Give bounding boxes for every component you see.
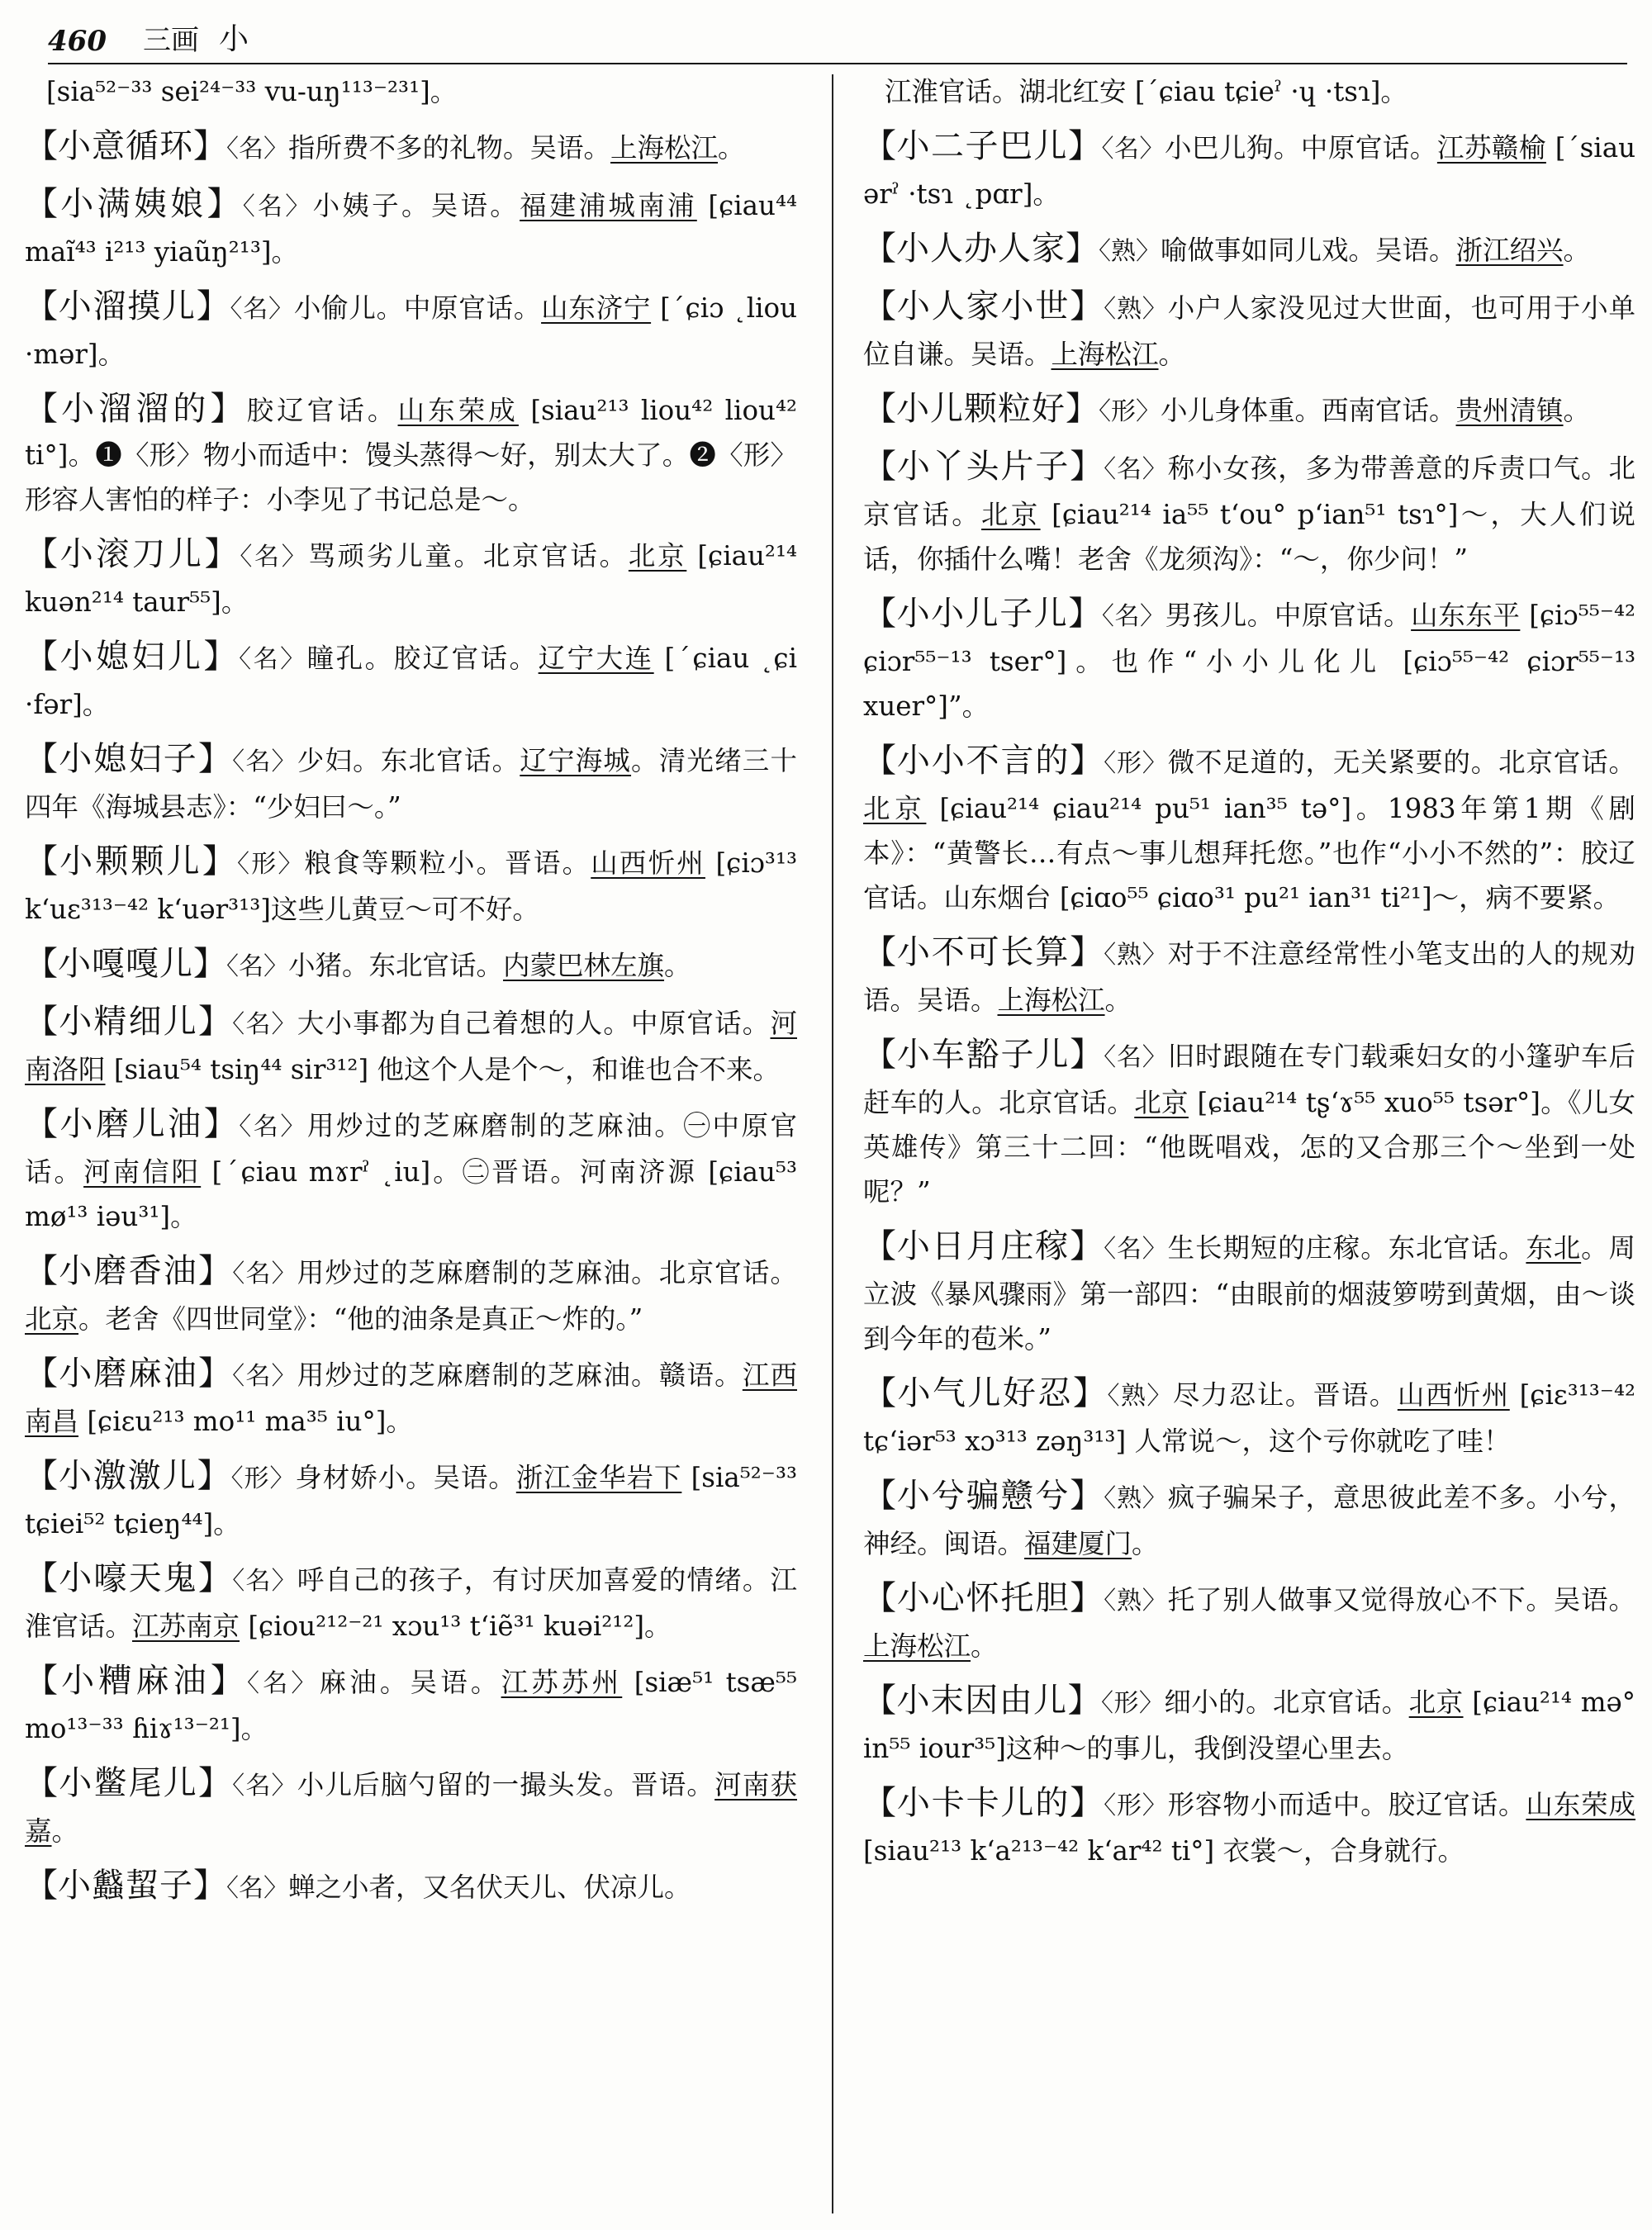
headword-block: 【小鳖尾儿】 [25,1764,233,1802]
headword: 小二子巴儿 [896,127,1068,165]
place-name: 上海松江 [863,1630,971,1662]
definition: 指所费不多的礼物。吴语。 [288,132,611,164]
headword-block: 【小人家小世】 [863,287,1104,325]
pronunciation-and-example: [ˊɕiau ˛ɕi ·fər]。 [25,643,797,720]
headword-block: 【小卡卡儿的】 [863,1784,1104,1822]
dictionary-entry [25,532,797,624]
definition: 大小事都为自己着想的人。中原官话。 [297,1008,771,1039]
pronunciation-and-example: [ɕiɛ³¹³⁻⁴² tɕ‘iər⁵³ xɔ³¹³ zəŋ³¹³] 人常说～，这个亏你就吃了哇！ [863,1379,1635,1457]
place-name: 北京 [628,540,687,572]
place-name: 北京 [1134,1087,1189,1118]
part-of-speech: 〈熟〉 [1104,1484,1168,1513]
dictionary-entry [25,1761,797,1853]
headword: 小兮骗戆兮 [896,1477,1070,1515]
entry-continuation [885,69,1635,114]
header-char: 小 [218,22,249,56]
headword: 小卡卡儿的 [896,1784,1070,1822]
pronunciation-and-example: 。 [664,950,691,981]
definition: 小儿身体重。西南官话。 [1161,395,1456,426]
dictionary-entry [25,182,797,274]
place-name: 山东荣成 [1526,1789,1635,1820]
headword-block: 【小儿颗粒好】 [863,390,1099,428]
headword: 小溜摸儿 [58,287,197,325]
definition: 小户人家没见过大世面，也可用于小单位自谦。吴语。 [863,292,1635,370]
part-of-speech: 〈熟〉 [1099,237,1161,266]
headword: 小满姨娘 [60,185,207,223]
headword-block: 【小人办人家】 [863,230,1099,268]
pronunciation-and-example: [siæ⁵¹ tsæ⁵⁵ mo¹³⁻³³ ɦiɤ¹³⁻²¹]。 [25,1667,797,1744]
definition: 麻油。吴语。 [319,1667,501,1698]
place-name: 江苏赣榆 [1436,132,1546,164]
headword: 小媳妇子 [59,740,198,778]
pronunciation-and-example: [ɕiau²¹⁴ kuən²¹⁴ taur⁵⁵]。 [25,540,797,618]
part-of-speech: 〈名〉 [1101,602,1165,631]
headword: 小意循环 [58,127,193,165]
place-name: 山东东平 [1411,600,1521,631]
part-of-speech: 〈形〉 [1104,749,1168,778]
pronunciation-and-example: [ɕiou²¹²⁻²¹ xɔu¹³ t‘iẽ³¹ kuəi²¹²]。 [240,1611,672,1642]
dictionary-entry [863,591,1635,728]
definition: 用炒过的芝麻磨制的芝麻油。㊀中原官话。 [25,1110,797,1188]
dictionary-entry [863,444,1635,581]
headword-block: 【小溜溜的】 [25,390,247,428]
definition: 蝉之小者，又名伏天儿、伏凉儿。 [288,1872,691,1903]
definition: 细小的。北京官话。 [1164,1687,1409,1718]
definition: 用炒过的芝麻磨制的芝麻油。北京官话。 [297,1257,797,1288]
definition: 生长期短的庄稼。东北官话。 [1167,1232,1526,1264]
part-of-speech: 〈名〉 [239,645,307,674]
dictionary-entry [25,999,797,1092]
part-of-speech: 〈熟〉 [1104,941,1168,970]
pronunciation-and-example: 。 [1563,395,1591,426]
headword: 小磨儿油 [59,1105,204,1143]
part-of-speech: 〈形〉 [230,1464,296,1493]
place-name: 内蒙巴林左旗 [503,950,665,981]
part-of-speech: 〈名〉 [242,192,313,221]
pronunciation-and-example: [ˊɕiɔ ˛liou ·mər]。 [25,292,797,370]
place-name: 福建浦城南浦 [520,190,697,221]
definition: 喻做事如同儿戏。吴语。 [1161,235,1456,266]
definition: 呼自己的孩子，有讨厌加喜爱的情绪。江淮官话。 [25,1564,797,1642]
place-name: 河南洛阳 [25,1008,797,1085]
dictionary-entry [25,1863,797,1911]
headword: 小精细儿 [59,1003,198,1041]
part-of-speech: 〈名〉 [226,952,288,981]
pronunciation-and-example: [ɕiɛu²¹³ mo¹¹ ma³⁵ iu°]。 [78,1406,413,1437]
dictionary-entry [863,1678,1635,1771]
pronunciation-and-example: 。 [1563,235,1591,266]
pronunciation-and-example: 。 [1104,985,1132,1016]
dictionary-entry [25,1249,797,1341]
definition: 称小女孩，多为带善意的斥责口气。北京官话。 [863,453,1635,530]
pronunciation-and-example: 。 [1132,1528,1159,1559]
definition: 用炒过的芝麻磨制的芝麻油。赣语。 [297,1359,743,1391]
part-of-speech: 〈名〉 [232,747,297,776]
pronunciation-and-example: [ɕiau²¹⁴ tʂ‘ɤ⁵⁵ xuo⁵⁵ tsər°]。《儿女英雄传》第三十二回：“他既唱戏，怎的又合那三个～坐到一处呢？” [863,1087,1635,1208]
headword-block: 【小日月庄稼】 [863,1227,1104,1265]
part-of-speech: 〈熟〉 [1104,295,1168,324]
part-of-speech: 〈熟〉 [1104,1587,1168,1616]
place-name: 江西南昌 [25,1359,797,1437]
definition: 少妇。东北官话。 [297,745,520,776]
headword: 小激激儿 [58,1457,197,1495]
headword: 小鳖尾儿 [59,1764,198,1802]
dictionary-entry [863,1781,1635,1873]
headword-block: 【小末因由儿】 [863,1682,1102,1720]
place-name: 上海松江 [1051,339,1159,370]
pronunciation-and-example: [ɕiau²¹⁴ ia⁵⁵ t‘ou° p‘ian⁵¹ tsɿ°]～，大人们说话，你插什么嘴！老舍《龙须沟》：“～，你少问！” [863,499,1635,575]
headword-block: 【小滚刀儿】 [25,535,240,573]
place-name: 福建厦门 [1024,1528,1132,1559]
pronunciation-and-example: 。 [971,1630,998,1662]
place-name: 北京 [25,1303,79,1335]
dictionary-entry [863,930,1635,1022]
part-of-speech: 〈名〉 [232,1362,297,1391]
headword: 小嘎嘎儿 [58,945,193,983]
part-of-speech: 〈名〉 [226,1874,288,1903]
definition: 小巴儿狗。中原官话。 [1164,132,1437,164]
part-of-speech: 〈形〉 [237,850,305,879]
dictionary-entry [25,1102,797,1239]
definition: 对于不注意经常性小笔支出的人的规劝语。吴语。 [863,938,1635,1016]
entry-text: 江淮官话。湖北红安 [ˊɕiau tɕieˀ ·ɥ ·tsɿ]。 [885,76,1408,107]
place-name: 山西忻州 [591,847,705,879]
definition: 旧时跟随在专门载乘妇女的小篷驴车后赶车的人。北京官话。 [863,1041,1635,1118]
part-of-speech: 〈名〉 [240,543,309,572]
place-name: 北京 [981,499,1041,530]
headword: 小丫头片子 [896,448,1070,486]
place-name: 浙江金华岩下 [515,1462,682,1493]
dictionary-entry [25,942,797,989]
definition: 身材娇小。吴语。 [295,1462,516,1493]
place-name: 辽宁大连 [538,643,654,674]
definition: 小姨子。吴语。 [312,190,520,221]
headword: 小气儿好忍 [897,1374,1073,1412]
headword: 小磨麻油 [59,1355,198,1393]
pronunciation-and-example: 。 [51,1815,79,1847]
headword: 小末因由儿 [896,1682,1068,1720]
headword-block: 【小媳妇儿】 [25,638,240,676]
dictionary-entry [863,226,1635,274]
headword: 小媳妇儿 [59,638,204,676]
place-name: 上海松江 [610,132,719,164]
part-of-speech: 〈名〉 [239,1113,307,1141]
pronunciation-and-example: [ɕiau²¹⁴ ɕiau²¹⁴ pu⁵¹ ian³⁵ tə°]。1983年第1期《剧本》：“黄警长…有点～事儿想拜托您。”也作“小小不然的”：胶辽官话。山东烟台 [ɕiɑo⁵⁵ ɕiɑo³¹ pu²¹ ian³¹ ti²¹]～，病不要紧。 [863,793,1635,913]
headword: 小人家小世 [896,287,1070,325]
dictionary-entry [25,839,797,932]
place-name: 北京 [1408,1687,1464,1718]
place-name: 江苏苏州 [501,1667,623,1698]
headword-block: 【小气儿好忍】 [863,1374,1108,1412]
pronunciation-and-example: 。清光绪三十四年《海城县志》：“少妇曰～。” [25,745,797,823]
definition: 托了别人做事又觉得放心不下。吴语。 [1167,1584,1635,1616]
headword: 小心怀托胆 [896,1579,1070,1617]
headword: 小磨香油 [59,1252,198,1290]
page-header [48,17,1627,64]
dictionary-entry [863,738,1635,920]
headword-block: 【小磨儿油】 [25,1105,240,1143]
part-of-speech: 〈名〉 [226,135,288,164]
headword: 小蠽蛪子 [58,1867,193,1905]
headword-block: 【小二子巴儿】 [863,127,1102,165]
part-of-speech: 〈名〉 [232,1567,297,1596]
place-name: 河南获嘉 [25,1769,797,1847]
dictionary-entry [25,1556,797,1649]
dictionary-entry [863,387,1635,434]
entry-continuation [46,69,797,114]
place-name: 山东济宁 [541,292,652,324]
dictionary-entry [25,1658,797,1751]
headword: 小嚎天鬼 [59,1559,198,1597]
dictionary-entry [863,1576,1635,1668]
definition: 尽力忍让。晋语。 [1172,1379,1398,1411]
pronunciation-and-example: [ɕiau⁴⁴ maĩ⁴³ i²¹³ yiaũŋ²¹³]。 [25,190,797,268]
definition: 小儿后脑勺留的一撮头发。晋语。 [297,1769,715,1801]
headword: 小小儿子儿 [896,595,1069,633]
definition: 骂顽劣儿童。北京官话。 [308,540,629,572]
part-of-speech: 〈名〉 [1104,1235,1168,1264]
headword-block: 【小溜摸儿】 [25,287,230,325]
dictionary-entry [863,124,1635,216]
headword: 小小不言的 [896,742,1070,780]
headword-block: 【小糟麻油】 [25,1662,248,1700]
place-name: 山西忻州 [1397,1379,1510,1411]
place-name: 贵州清镇 [1455,395,1564,426]
headword: 小糟麻油 [61,1662,211,1700]
pronunciation-and-example: [ˊsiau ərˀ ·tsɿ ˛pɑr]。 [863,132,1635,210]
headword: 小滚刀儿 [59,535,205,573]
definition: 小偷儿。中原官话。 [293,292,542,324]
place-name: 北京 [863,793,927,824]
dictionary-entry [863,1371,1635,1464]
pronunciation-and-example: [siau²¹³ k‘a²¹³⁻⁴² k‘ar⁴² ti°] 衣裳～，合身就行。 [863,1835,1465,1867]
dictionary-entry [863,1224,1635,1361]
pronunciation-and-example: [siau⁵⁴ tsiŋ⁴⁴ sir³¹²] 他这个人是个～，和谁也合不来。 [105,1054,780,1085]
part-of-speech: 〈名〉 [1104,1043,1168,1072]
pronunciation-and-example: 。 [1158,339,1186,370]
part-of-speech: 〈名〉 [1104,455,1168,484]
headword: 小溜溜的 [61,390,211,428]
dictionary-entry [25,124,797,172]
dictionary-entry [863,284,1635,377]
place-name: 辽宁海城 [520,745,632,776]
right-column [863,69,1635,2217]
dictionary-entry [25,1351,797,1444]
dictionary-entry [863,1032,1635,1214]
definition: 小猪。东北官话。 [288,950,504,981]
definition: 形容物小而适中。胶辽官话。 [1167,1789,1526,1820]
headword-block: 【小蠽蛪子】 [25,1867,226,1905]
dictionary-entry [863,1473,1635,1566]
entry-text: [sia⁵²⁻³³ sei²⁴⁻³³ vu-uŋ¹¹³⁻²³¹]。 [46,76,458,107]
headword: 小日月庄稼 [896,1227,1070,1265]
headword-block: 【小满姨娘】 [25,185,243,223]
pronunciation-and-example: [ɕiɔ⁵⁵⁻⁴² ɕiɔr⁵⁵⁻¹³ tser°]。也作“小小儿化儿 [ɕiɔ⁵⁵⁻⁴² ɕiɔr⁵⁵⁻¹³ xuer°]”。 [863,600,1635,722]
headword: 小颗颗儿 [59,842,202,880]
place-name: 浙江绍兴 [1455,235,1564,266]
definition: 胶辽官话。 [246,395,398,426]
part-of-speech: 〈形〉 [1099,397,1161,426]
headword: 小不可长算 [896,933,1070,971]
dictionary-entry [25,634,797,727]
part-of-speech: 〈形〉 [1104,1791,1168,1820]
part-of-speech: 〈熟〉 [1107,1382,1173,1411]
headword-block: 【小嘎嘎儿】 [25,945,226,983]
headword-block: 【小嚎天鬼】 [25,1559,233,1597]
headword-block: 【小兮骗戆兮】 [863,1477,1104,1515]
headword-block: 【小激激儿】 [25,1457,231,1495]
definition: 男孩儿。中原官话。 [1165,600,1412,631]
definition: 瞳孔。胶辽官话。 [306,643,539,674]
headword-block: 【小不可长算】 [863,933,1104,971]
headword-block: 【小小不言的】 [863,742,1104,780]
part-of-speech: 〈名〉 [247,1669,320,1698]
pronunciation-and-example: 。 [718,132,745,164]
place-name: 东北 [1526,1232,1582,1264]
pronunciation-and-example: [ɕiɔ³¹³ k‘uɛ³¹³⁻⁴² k‘uər³¹³]这些儿黄豆～可不好。 [25,847,797,925]
part-of-speech: 〈名〉 [232,1772,297,1801]
headword: 小车豁子儿 [896,1036,1070,1074]
definition: 微不足道的，无关紧要的。北京官话。 [1167,747,1635,778]
header-section: 三画 [142,24,199,57]
part-of-speech: 〈名〉 [230,295,294,324]
headword-block: 【小车豁子儿】 [863,1036,1104,1074]
dictionary-entry [25,387,797,522]
page-number: 460 [48,25,107,58]
column-divider [832,74,833,2213]
definition: 粮食等颗粒小。晋语。 [304,847,591,879]
pronunciation-and-example: [siau²¹³ liou⁴² liou⁴² ti°]。❶〈形〉物小而适中：馒头蒸得～好，别太大了。❷〈形〉形容人害怕的样子：小李见了书记总是～。 [25,395,797,515]
headword-block: 【小媳妇子】 [25,740,233,778]
pronunciation-and-example: 。老舍《四世同堂》：“他的油条是真正～炸的。” [78,1303,643,1335]
pronunciation-and-example: [ˊɕiau mɤrˀ ˛iu]。㊁晋语。河南济源 [ɕiau⁵³ mø¹³ iəu³¹]。 [25,1156,797,1232]
part-of-speech: 〈名〉 [232,1260,297,1288]
place-name: 山东荣成 [397,395,519,426]
headword-block: 【小颗颗儿】 [25,842,238,880]
headword-block: 【小磨香油】 [25,1252,233,1290]
place-name: 河南信阳 [83,1156,202,1188]
headword-block: 【小精细儿】 [25,1003,233,1041]
part-of-speech: 〈名〉 [232,1010,297,1039]
headword-block: 【小意循环】 [25,127,226,165]
left-column [25,69,797,2217]
headword-block: 【小丫头片子】 [863,448,1104,486]
dictionary-entry [25,284,797,377]
dictionary-entry [25,737,797,829]
dictionary-entry [25,1454,797,1546]
headword: 小儿颗粒好 [896,390,1066,428]
definition: 疯子骗呆子，意思彼此差不多。小兮，神经。闽语。 [863,1482,1635,1559]
place-name: 江苏南京 [132,1611,240,1642]
place-name: 上海松江 [997,985,1105,1016]
part-of-speech: 〈形〉 [1101,1689,1165,1718]
headword-block: 【小磨麻油】 [25,1355,233,1393]
headword: 小人办人家 [896,230,1066,268]
part-of-speech: 〈名〉 [1101,135,1165,164]
pronunciation-and-example: [ɕiau²¹⁴ mə° in⁵⁵ iour³⁵]这种～的事儿，我倒没望心里去。 [863,1687,1635,1764]
pronunciation-and-example: [sia⁵²⁻³³ tɕiei⁵² tɕieŋ⁴⁴]。 [25,1462,797,1540]
pronunciation-and-example: 。周立波《暴风骤雨》第一部四：“由眼前的烟菠箩唠到黄烟，由～谈到今年的苞米。” [863,1232,1635,1355]
headword-block: 【小心怀托胆】 [863,1579,1104,1617]
headword-block: 【小小儿子儿】 [863,595,1102,633]
